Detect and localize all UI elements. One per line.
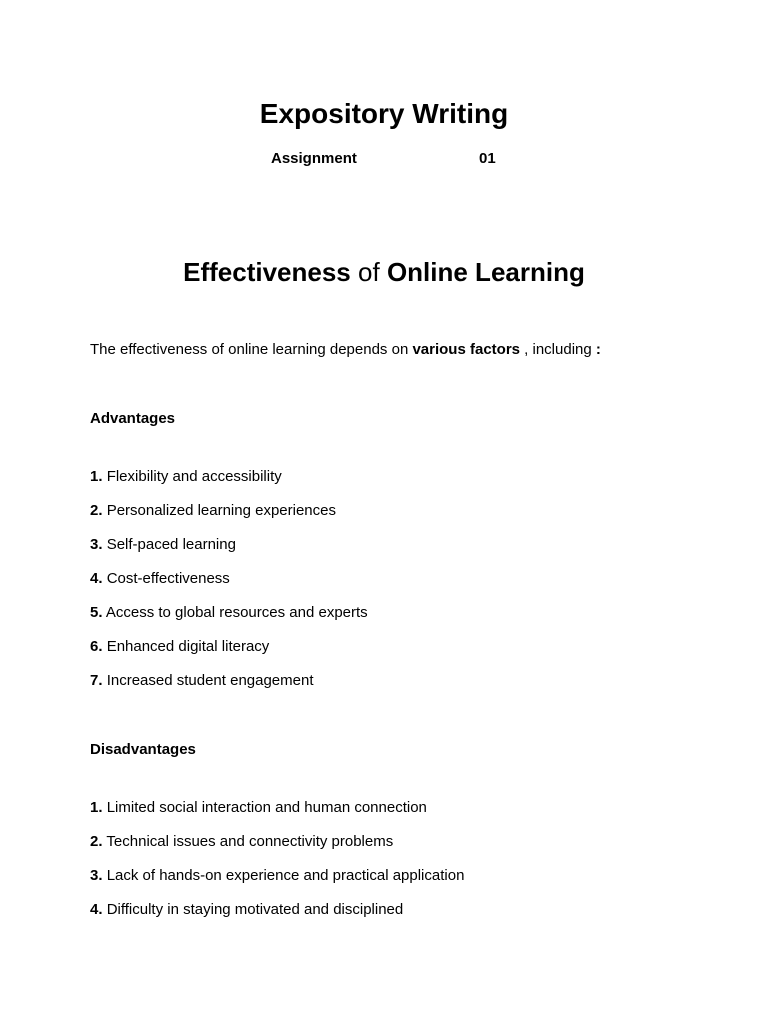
list-item — [90, 832, 464, 866]
list-item — [90, 501, 368, 535]
list-item-text: Technical issues and connectivity problems — [106, 833, 394, 850]
disadvantages-list — [90, 798, 464, 934]
list-item-number: 6. — [90, 638, 103, 655]
list-item — [90, 467, 368, 501]
document-title: Expository Writing — [259, 98, 509, 129]
list-item-text: Flexibility and accessibility — [106, 468, 282, 485]
topic-title — [0, 254, 768, 290]
assignment-label: Assignment — [271, 150, 357, 167]
list-item-number: 1. — [90, 468, 103, 485]
list-item-number: 3. — [90, 536, 103, 553]
intro-prefix: The effectiveness of online learning depends on — [90, 341, 409, 358]
list-item-text: Enhanced digital literacy — [106, 638, 270, 655]
topic-title-part-effectiveness: Effectiveness — [183, 257, 351, 287]
intro-colon: : — [595, 341, 601, 358]
list-item-text: Cost-effectiveness — [106, 570, 230, 587]
list-item-number: 4. — [90, 901, 103, 918]
list-item-number: 5. — [90, 604, 103, 621]
list-item-text: Difficulty in staying motivated and disciplined — [106, 901, 404, 918]
list-item-text: Self-paced learning — [106, 536, 236, 553]
topic-title-part-online-learning: Online Learning — [386, 257, 585, 287]
list-item-number: 2. — [90, 502, 103, 519]
list-item — [90, 535, 368, 569]
list-item-text: Lack of hands-on experience and practical application — [106, 867, 465, 884]
list-item-text: Limited social interaction and human connection — [106, 799, 427, 816]
list-item-text: Personalized learning experiences — [106, 502, 336, 519]
intro-suffix: , including — [524, 341, 592, 358]
advantages-list — [90, 467, 368, 705]
list-item-number: 3. — [90, 867, 103, 884]
list-item — [90, 671, 368, 705]
assignment-number: 01 — [479, 150, 496, 167]
intro-paragraph — [90, 340, 601, 360]
advantages-heading: Advantages — [90, 410, 176, 427]
list-item — [90, 798, 464, 832]
list-item — [90, 637, 368, 671]
disadvantages-heading: Disadvantages — [90, 741, 196, 758]
list-item-number: 1. — [90, 799, 103, 816]
intro-emphasis: various factors — [412, 341, 520, 358]
list-item — [90, 603, 368, 637]
list-item — [90, 866, 464, 900]
list-item — [90, 569, 368, 603]
list-item-number: 2. — [90, 833, 103, 850]
list-item-number: 7. — [90, 672, 103, 689]
topic-title-part-of: of — [358, 257, 380, 287]
list-item-number: 4. — [90, 570, 103, 587]
list-item-text: Access to global resources and experts — [105, 604, 368, 621]
list-item-text: Increased student engagement — [106, 672, 314, 689]
list-item — [90, 900, 464, 934]
